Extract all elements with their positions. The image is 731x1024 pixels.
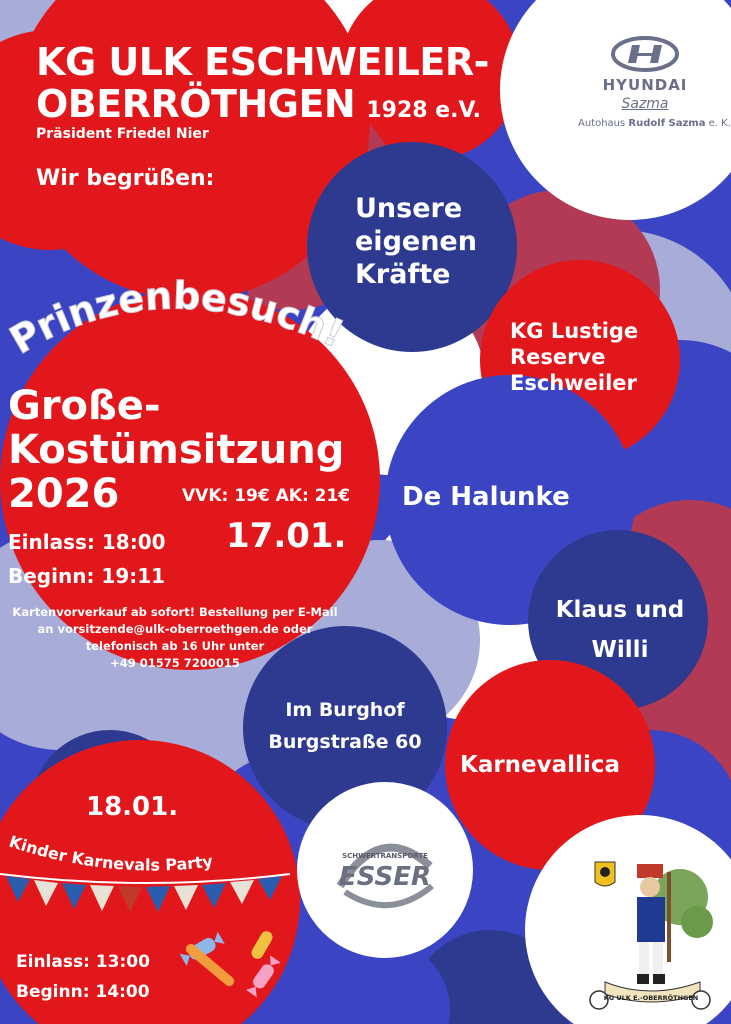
club-name-line1: KG ULK ESCHWEILER- <box>36 40 489 84</box>
bunting-flags-icon <box>0 862 290 922</box>
candy-icon <box>170 920 290 1010</box>
presale-line: +49 01575 7200015 <box>110 656 240 670</box>
event-entry: Einlass: 18:00 <box>8 530 166 554</box>
club-president: Präsident Friedel Nier <box>36 126 209 142</box>
guest-line: KG Lustige <box>510 319 639 343</box>
mascot-emblem <box>585 842 715 1017</box>
sponsor-hyundai <box>570 30 731 140</box>
event-prices: VVK: 19€ AK: 21€ <box>182 486 351 506</box>
club-founded: 1928 e.V. <box>366 98 482 123</box>
esser-name: ESSER <box>338 862 432 892</box>
venue-line1: Im Burghof <box>285 699 405 721</box>
prinzenbesuch-banner <box>0 250 380 390</box>
guest-line: Willi <box>591 637 649 663</box>
dealer-name: Rudolf Sazma <box>628 118 706 129</box>
guest-karnevallica: Karnevallica <box>460 752 620 778</box>
presale-line: telefonisch ab 16 Uhr unter <box>85 639 265 653</box>
event-title-line1: Große- <box>8 383 161 429</box>
mascot-caption: KG ULK E.-OBERRÖTHGEN <box>603 994 699 1002</box>
dealer-suffix: e. K. <box>705 118 731 129</box>
dealer-logo: Sazma <box>621 96 669 112</box>
kids-entry: Einlass: 13:00 <box>16 952 150 972</box>
prinzenbesuch-text: Prinzenbesuch! <box>2 273 351 363</box>
presale-line: an vorsitzende@ulk-oberroethgen.de oder <box>37 622 313 636</box>
guest-line: eigenen <box>355 226 477 257</box>
presale-line: Kartenvorverkauf ab sofort! Bestellung per E-Mail <box>12 605 338 619</box>
hyundai-brand: HYUNDAI <box>602 76 688 94</box>
welcome-heading: Wir begrüßen: <box>36 166 215 191</box>
club-name-row <box>36 82 481 126</box>
event-start: Beginn: 19:11 <box>8 564 166 588</box>
sponsor-esser <box>320 826 450 916</box>
event-title-line2: Kostümsitzung <box>8 427 345 473</box>
hyundai-logo-icon <box>610 36 680 72</box>
guest-line: Eschweiler <box>510 371 637 395</box>
event-year: 2026 <box>8 471 120 517</box>
kids-date: 18.01. <box>86 792 179 822</box>
dealer-prefix: Autohaus <box>578 118 629 129</box>
guest-de-halunke: De Halunke <box>402 482 570 512</box>
club-name-line2: OBERRÖTHGEN <box>36 82 356 126</box>
dealer-line <box>578 118 731 129</box>
guest-line: Unsere <box>355 193 463 224</box>
kids-start: Beginn: 14:00 <box>16 982 150 1002</box>
guest-line: Kräfte <box>355 259 451 290</box>
guest-klaus-und-willi <box>540 590 700 670</box>
venue-line2: Burgstraße 60 <box>268 731 422 753</box>
presale-info <box>10 604 340 672</box>
mascot-illustration-icon <box>585 842 715 1017</box>
event-date: 17.01. <box>226 516 347 556</box>
guest-kg-lustige-reserve <box>510 318 660 396</box>
kids-title: Kinder Karnevals Party <box>6 831 214 875</box>
guest-line: Klaus und <box>555 597 685 623</box>
guest-line: Reserve <box>510 345 606 369</box>
esser-small: SCHWERTRANSPORTE <box>342 852 428 860</box>
venue <box>250 694 440 758</box>
